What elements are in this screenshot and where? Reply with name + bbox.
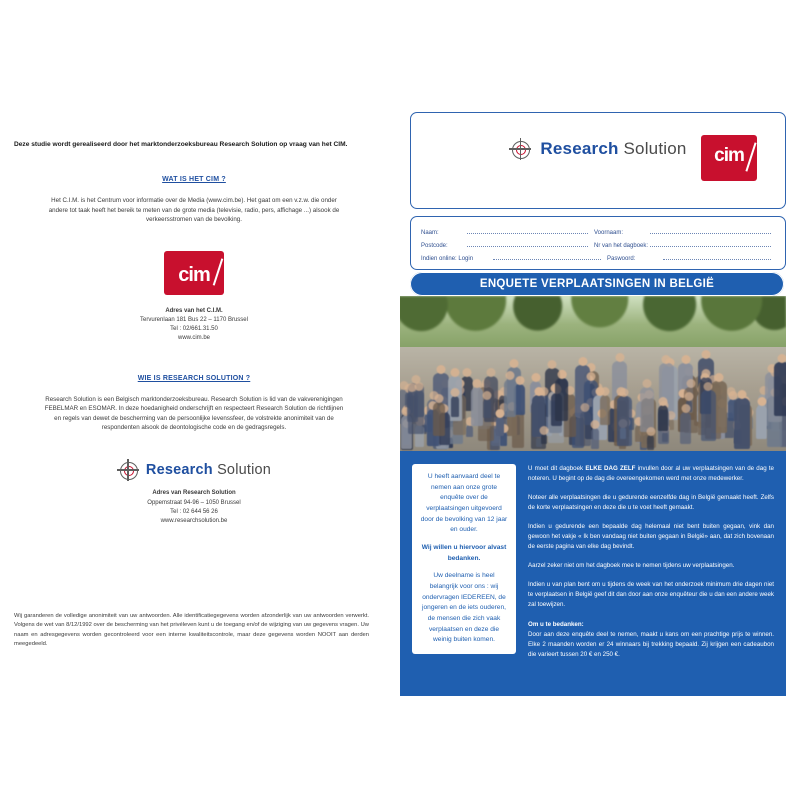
page-margin xyxy=(386,272,400,696)
instruction-p1-c: invullen door al uw verplaatsingen van de dag te noteren. U begint op de dag die overeengekomen werd met onze medewerker. xyxy=(528,465,774,483)
cim-logo xyxy=(14,251,374,299)
naam-input[interactable] xyxy=(467,226,588,234)
thanks-card xyxy=(412,464,516,654)
postcode-label: Postcode: xyxy=(421,243,448,249)
instruction-p6 xyxy=(528,620,774,660)
form-row-login xyxy=(421,252,777,262)
paswoord-label: Paswoord: xyxy=(607,256,636,262)
rs-header-word2: Solution xyxy=(623,139,687,158)
thanks-p1: U heeft aanvaard deel te nemen aan onze grote enquête over de verplaatsingen uitgevoerd door de bevolking van 12 jaar en ouder. xyxy=(420,473,508,534)
research-solution-logo xyxy=(14,459,374,481)
reward-title: Om u te bedanken: xyxy=(528,620,584,628)
dagboek-input[interactable] xyxy=(650,239,771,247)
rs-header-word1: Research xyxy=(540,139,619,158)
photo-crowd xyxy=(398,351,786,451)
survey-banner: ENQUETE VERPLAATSINGEN IN BELGIË xyxy=(410,272,784,296)
cim-address-line1: Tervurenlaan 181 Bus 22 – 1170 Brussel xyxy=(140,316,248,323)
cim-address-line2: Tel : 02/661.31.50 xyxy=(170,326,218,333)
rs-address-line1: Oppemstraat 94-96 – 1050 Brussel xyxy=(147,499,241,506)
target-icon xyxy=(117,459,139,481)
instruction-p1-emphasis: ELKE DAG ZELF xyxy=(585,465,636,472)
cim-logo-mark xyxy=(164,251,224,295)
instruction-p5: Indien u van plan bent om u tijdens de week van het onderzoek minimum drie dagen niet te verplaatsen in België geef dit dan door aan onze enquêteur die u dan een andere week zal toewijzen. xyxy=(528,581,774,609)
naam-label: Naam: xyxy=(421,230,439,236)
cim-website[interactable]: www.cim.be xyxy=(177,335,210,342)
left-column xyxy=(14,140,374,527)
rs-website[interactable]: www.researchsolution.be xyxy=(160,518,228,525)
form-row-name xyxy=(421,226,777,236)
cim-address xyxy=(14,307,374,344)
cim-logo-header-text: cim xyxy=(714,145,744,166)
instructions-left-column xyxy=(412,464,516,654)
cim-logo-header xyxy=(701,135,757,181)
target-icon xyxy=(509,138,531,160)
instruction-p2: Noteer alle verplaatsingen die u gedurende eenzelfde dag in België gemaakt heeft. Zelfs de korte verplaatsingen en deze die u te voet heeft gemaakt. xyxy=(528,494,774,512)
instruction-p3: Indien u gedurende een bepaalde dag helemaal niet bent buiten gegaan, vink dan gewoon het vakje « Ik ben vandaag niet buiten gegaan in België» aan, dat zich bovenaan de eerste pagina van elke dag bevindt. xyxy=(528,523,774,551)
login-label: Indien online: Login xyxy=(421,256,474,262)
paswoord-input[interactable] xyxy=(663,252,771,260)
section-title-research-solution: WIE IS RESEARCH SOLUTION ? xyxy=(137,374,251,382)
header-card xyxy=(410,112,786,209)
crowd-photo xyxy=(398,296,786,451)
dagboek-label: Nr van het dagboek: xyxy=(594,243,649,249)
identification-form xyxy=(410,216,786,270)
section-body-research-solution: Research Solution is een Belgisch marktonderzoeksbureau. Research Solution is lid van de vakverenigingen FEBELMAR en ESOMAR. In deze hoedanigheid onderschrijft en respecteert Research Solution de richtlijnen en regels van dewet de bescherming van de persoonlijke levenssfeer, de volstrekte anonimiteit van de respondenten alsook de deontologische code en de gedragsregels. xyxy=(44,395,344,432)
reward-body: Door aan deze enquête deel te nemen, maakt u kans om een prachtige prijs te winnen. Elke 2 maanden worden er 24 winnaars bij trekking bepaald. Zij krijgen een cadeaubon die varieert tussen 20 € en 250 €. xyxy=(528,630,774,658)
instruction-p1-a: U moet dit dagboek xyxy=(528,465,586,472)
voornaam-input[interactable] xyxy=(650,226,771,234)
instructions-right-column xyxy=(528,464,774,669)
instructions-block xyxy=(398,451,786,696)
rs-address-line2: Tel : 02 644 56 26 xyxy=(170,509,218,516)
thanks-p2: Wij willen u hiervoor alvast bedanken. xyxy=(421,544,507,562)
cim-address-label: Adres van het C.I.M. xyxy=(165,307,223,314)
postcode-input[interactable] xyxy=(467,239,588,247)
research-solution-address xyxy=(14,489,374,526)
thanks-p3: Uw deelname is heel belangrijk voor ons : wij ondervragen IEDEREEN, de jongeren en de iets ouderen, de mensen die zich vaak verplaatsen en deze die weinig buiten komen. xyxy=(422,572,506,644)
cim-logo-text: cim xyxy=(178,263,210,286)
voornaam-label: Voornaam: xyxy=(594,230,624,236)
rs-logo-word1: Research xyxy=(145,461,213,478)
intro-paragraph: Deze studie wordt gerealiseerd door het marktonderzoeksbureau Research Solution op vraag van het CIM. xyxy=(14,141,348,148)
form-row-postcode xyxy=(421,239,777,249)
section-title-cim: WAT IS HET CIM ? xyxy=(162,176,226,184)
research-solution-logo-text xyxy=(146,459,271,481)
rs-address-label: Adres van Research Solution xyxy=(152,490,236,497)
login-input[interactable] xyxy=(493,252,601,260)
rs-logo-word2: Solution xyxy=(217,461,272,478)
section-body-cim: Het C.I.M. is het Centrum voor informatie over de Media (www.cim.be). Het gaat om een v.z.w. die onder andere tot taak heeft het bereik te meten van de grote media (televisie, radio, pers, affichage ...) alsook de verkeersstromen van de bevolking. xyxy=(48,197,340,224)
instruction-p4: Aarzel zeker niet om het dagboek mee te nemen tijdens uw verplaatsingen. xyxy=(528,562,735,570)
privacy-footer: Wij garanderen de volledige anonimiteit van uw antwoorden. Alle identificatiegegevens worden afzonderlijk van uw antwoorden verwerkt. Volgens de wet van 8/12/1992 over de bescherming van het privéleven kunt u de toegang en/of de wijziging van uw gegevens vragen. Uw naam en adresgegevens worden gecontroleerd voor een interne kwaliteitscontrole, maar deze gegevens worden NOOIT aan derden meegedeeld. xyxy=(14,613,369,648)
research-solution-logo-text-header xyxy=(540,139,686,159)
instruction-p1 xyxy=(528,464,774,484)
